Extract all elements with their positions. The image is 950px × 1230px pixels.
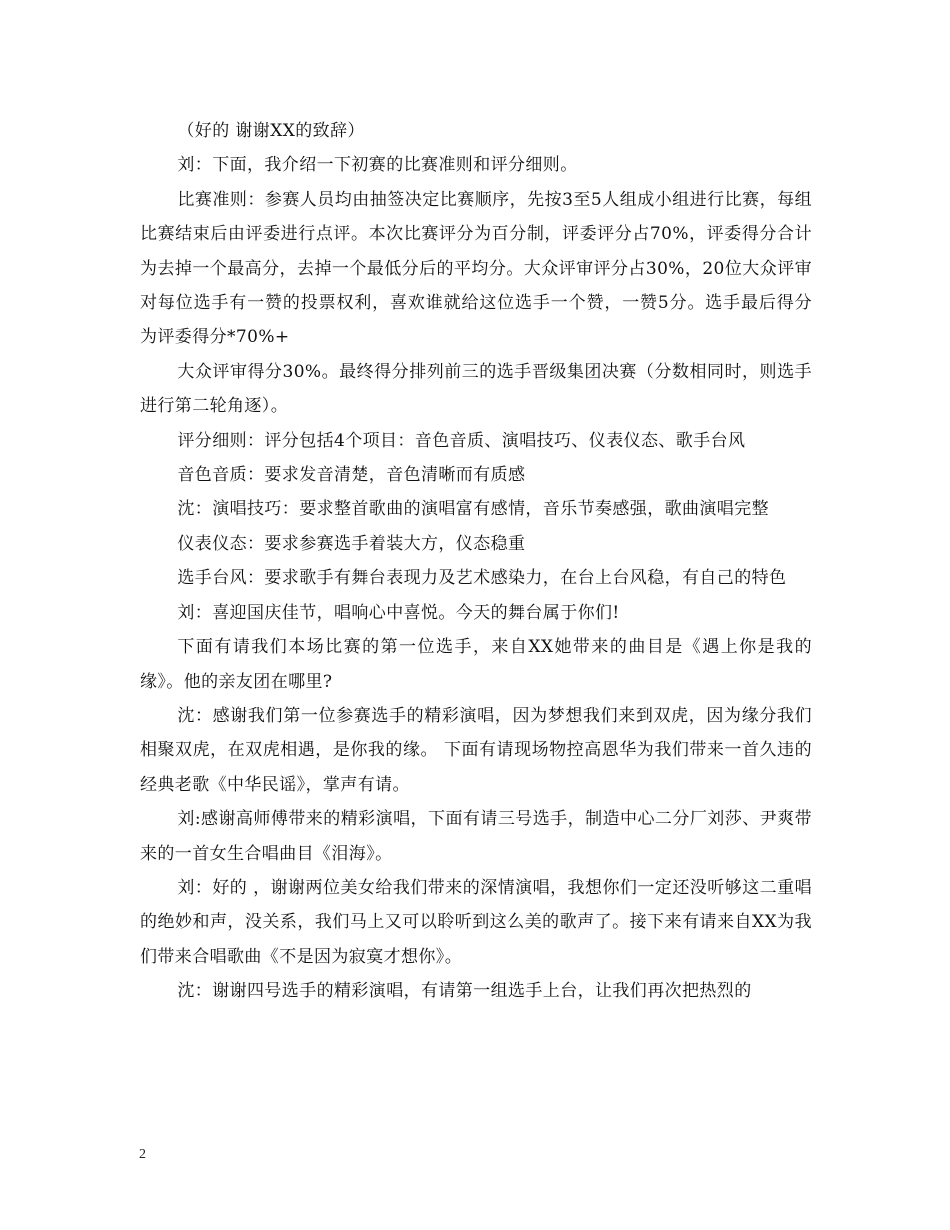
paragraph: 音色音质：要求发音清楚，音色清晰而有质感 <box>177 465 526 486</box>
page-number: 2 <box>139 1147 146 1162</box>
paragraph: 大众评审得分30%。最终得分排列前三的选手晋级集团决赛（分数相同时，则选手进行第二轮角逐）。 <box>140 361 812 417</box>
paragraph: 沈：感谢我们第一位参赛选手的精彩演唱，因为梦想我们来到双虎，因为缘分我们相聚双虎，在双虎相遇，是你我的缘。 下面有请现场物控高恩华为我们带来一首久违的经典老歌《中华民谣》，掌声有请。 <box>140 705 812 795</box>
paragraph: 仪表仪态：要求参赛选手着装大方，仪态稳重 <box>177 533 526 554</box>
paragraph: 刘:感谢高师傅带来的精彩演唱，下面有请三号选手，制造中心二分厂刘莎、尹爽带来的一首女生合唱曲目《泪海》。 <box>140 809 812 864</box>
paragraph: 选手台风：要求歌手有舞台表现力及艺术感染力，在台上台风稳，有自己的特色 <box>177 568 787 589</box>
document-body <box>140 114 812 1009</box>
paragraph: 刘：喜迎国庆佳节，唱响心中喜悦。今天的舞台属于你们! <box>177 602 620 623</box>
paragraph: 刘：下面，我介绍一下初赛的比赛准则和评分细则。 <box>177 155 578 176</box>
paragraph: 比赛准则：参赛人员均由抽签决定比赛顺序，先按3至5人组成小组进行比赛，每组比赛结束后由评委进行点评。本次比赛评分为百分制，评委评分占70%，评委得分合计为去掉一个最高分，去掉一个最低分后的平均分。大众评审评分占30%，20位大众评审对每位选手有一赞的投票权利，喜欢谁就给这位选手一个赞，一赞5分。选手最后得分为评委得分*70%+ <box>140 189 812 348</box>
paragraph: 下面有请我们本场比赛的第一位选手，来自XX她带来的曲目是《遇上你是我的缘》。他的亲友团在哪里? <box>140 637 812 692</box>
paragraph: （好的 谢谢XX的致辞） <box>177 121 365 141</box>
paragraph: 沈：演唱技巧：要求整首歌曲的演唱富有感情，音乐节奏感强，歌曲演唱完整 <box>177 499 769 520</box>
paragraph: 评分细则：评分包括4个项目：音色音质、演唱技巧、仪表仪态、歌手台风 <box>177 430 746 451</box>
paragraph: 沈：谢谢四号选手的精彩演唱，有请第一组选手上台，让我们再次把热烈的 <box>177 981 752 1002</box>
paragraph: 刘：好的 ，谢谢两位美女给我们带来的深情演唱，我想你们一定还没听够这二重唱的绝妙和声，没关系，我们马上又可以聆听到这么美的歌声了。接下来有请来自XX为我们带来合唱歌曲《不是因为寂寞才想你》。 <box>140 877 812 967</box>
